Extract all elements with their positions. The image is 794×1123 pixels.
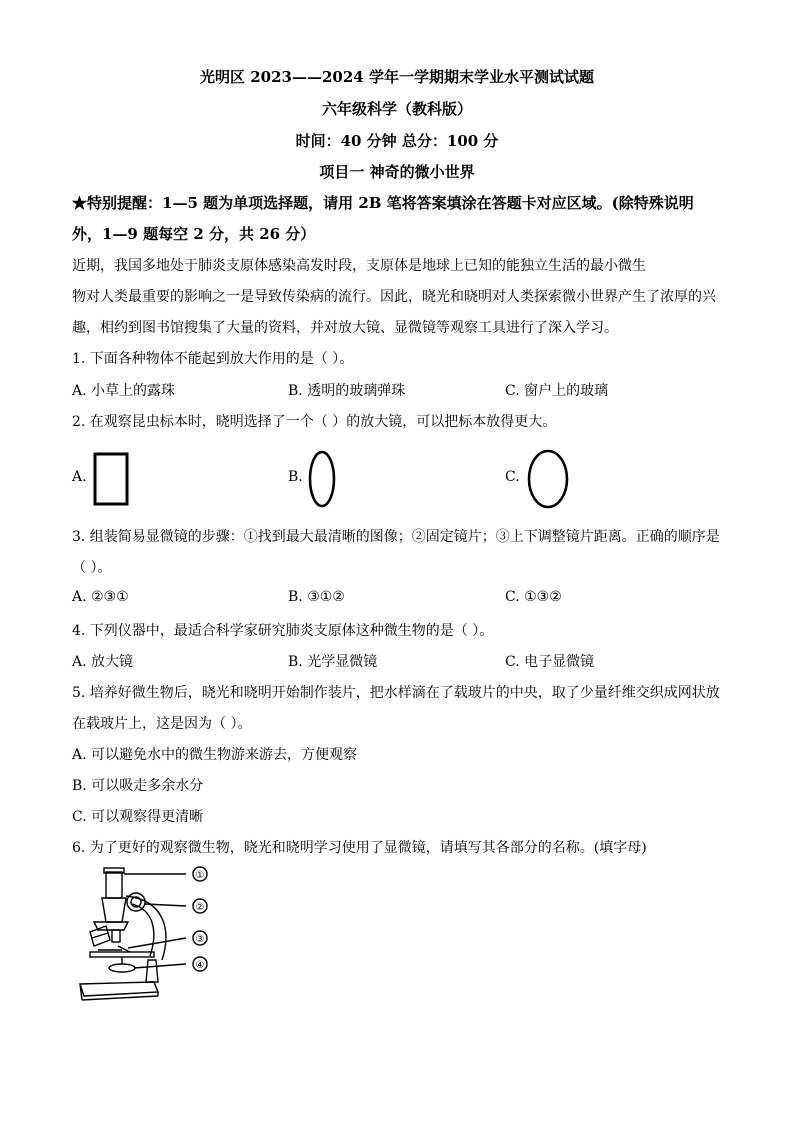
q1-option-c: C. 窗户上的玻璃	[505, 383, 609, 399]
thin-oval-lens-figure	[305, 449, 339, 509]
intro-line-2: 物对人类最重要的影响之一是导致传染病的流行。因此，晓光和晓明对人类探索微小世界产生了浓厚的兴	[72, 289, 716, 305]
q3-option-b: B. ③①②	[288, 589, 345, 605]
q5-stem-line-2: 在载玻片上，这是因为（ ）。	[72, 716, 252, 732]
q6-stem: 6. 为了更好的观察微生物，晓光和晓明学习使用了显微镜，请填写其各部分的名称。(填字母)	[72, 840, 647, 856]
q3-stem-line-2: （ ）。	[72, 560, 112, 576]
intro-line-3: 趣，相约到图书馆搜集了大量的资料，并对放大镜、显微镜等观察工具进行了深入学习。	[72, 320, 618, 336]
q3-option-c: C. ①③②	[505, 589, 562, 605]
notice-line-2: 外，1—9 题每空 2 分，共 26 分）	[72, 225, 316, 243]
q4-option-b: B. 光学显微镜	[288, 654, 378, 670]
notice-line-1: ★特别提醒：1—5 题为单项选择题，请用 2B 笔将答案填涂在答题卡对应区域。(除特殊说明	[72, 194, 694, 212]
label-1: ①	[195, 870, 205, 881]
q1-option-a: A. 小草上的露珠	[72, 383, 176, 399]
q4-option-a: A. 放大镜	[72, 654, 134, 670]
rectangle-lens-figure	[92, 451, 132, 507]
label-2: ②	[195, 902, 205, 913]
q2-stem: 2. 在观察昆虫标本时，晓明选择了一个（ ）的放大镜，可以把标本放得更大。	[72, 414, 557, 430]
q1-stem: 1. 下面各种物体不能起到放大作用的是（ ）。	[72, 351, 354, 367]
q5-option-b: B. 可以吸走多余水分	[72, 778, 204, 794]
label-4: ④	[195, 960, 205, 971]
q5-option-c: C. 可以观察得更清晰	[72, 809, 204, 825]
q5-stem-line-1: 5. 培养好微生物后，晓光和晓明开始制作装片，把水样滴在了载玻片的中央，取了少量纤维交织成网状放	[72, 685, 720, 701]
q1-option-b: B. 透明的玻璃弹珠	[288, 383, 406, 399]
q3-stem-line-1: 3. 组装简易显微镜的步骤：①找到最大最清晰的图像；②固定镜片；③上下调整镜片距离。正确的顺序是	[72, 529, 720, 545]
q5-option-a: A. 可以避免水中的微生物游来游去，方便观察	[72, 747, 358, 763]
exam-subtitle: 六年级科学（教科版）	[321, 100, 472, 118]
label-3: ③	[195, 934, 205, 945]
time-score: 时间：40 分钟 总分：100 分	[295, 132, 499, 150]
microscope-diagram	[76, 860, 226, 1005]
q2-option-c: C.	[505, 469, 520, 485]
exam-title: 光明区 2023——2024 学年一学期期末学业水平测试试题	[200, 68, 594, 86]
q2-option-b: B.	[288, 469, 303, 485]
q4-option-c: C. 电子显微镜	[505, 654, 595, 670]
wide-oval-lens-figure	[524, 448, 572, 510]
q4-stem: 4. 下列仪器中，最适合科学家研究肺炎支原体这种微生物的是（ ）。	[72, 623, 494, 639]
q2-option-a: A.	[72, 469, 87, 485]
project-title: 项目一 神奇的微小世界	[319, 163, 475, 181]
q3-option-a: A. ②③①	[72, 589, 129, 605]
intro-line-1: 近期，我国多地处于肺炎支原体感染高发时段，支原体是地球上已知的能独立生活的最小微生	[72, 258, 646, 274]
